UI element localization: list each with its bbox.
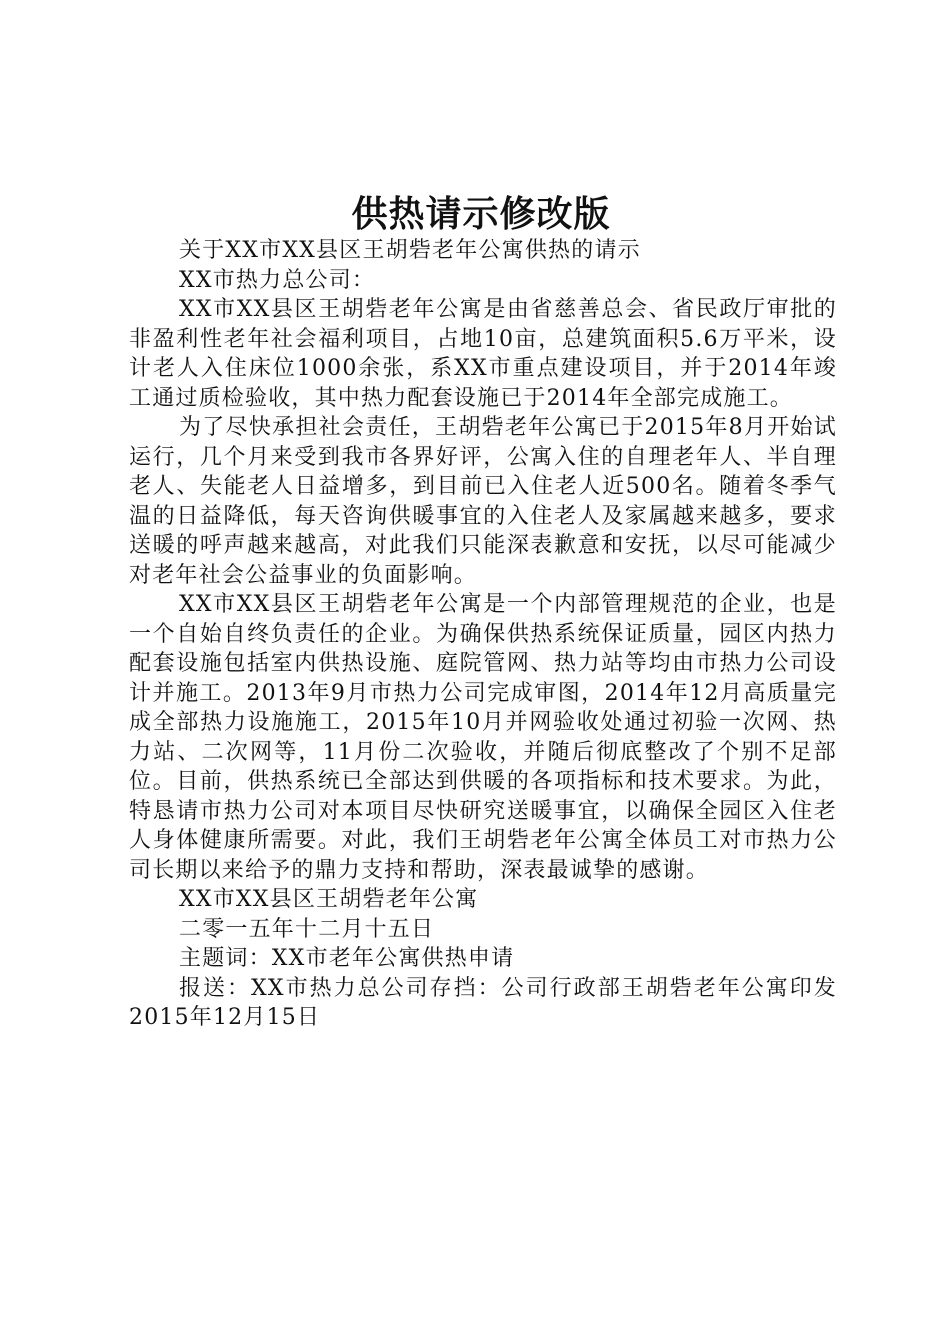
distribution-line: 报送：XX市热力总公司存挡：公司行政部王胡砦老年公寓印发2015年12月15日 <box>129 975 837 1030</box>
sender-line: XX市XX县区王胡砦老年公寓 <box>179 887 479 912</box>
recipient-line: XX市热力总公司： <box>179 267 376 293</box>
body-paragraph: XX市XX县区王胡砦老年公寓是由省慈善总会、省民政厅审批的非盈利性老年社会福利项目，占地10亩，总建筑面积5.6万平米，设计老人入住床位1000余张，系XX市重点建设项目，并于2014年竣工通过质检验收，其中热力配套设施已于2014年全部完成施工。 <box>129 297 837 411</box>
body-paragraph: 为了尽快承担社会责任，王胡砦老年公寓已于2015年8月开始试运行，几个月来受到我市各界好评，公寓入住的自理老年人、半自理老人、失能老人日益增多，到目前已入住老人近500名。随着冬季气温的日益降低，每天咨询供暖事宜的入住老人及家属越来越多，要求送暖的呼声越来越高，对此我们只能深表歉意和安抚，以尽可能减少对老年社会公益事业的负面影响。 <box>129 415 837 588</box>
keywords-line: 主题词：XX市老年公寓供热申请 <box>179 946 515 971</box>
document-title: 供热请示修改版 <box>351 193 611 235</box>
subject-line: 关于XX市XX县区王胡砦老年公寓供热的请示 <box>179 238 641 263</box>
document-body <box>129 236 837 1033</box>
body-paragraph: XX市XX县区王胡砦老年公寓是一个内部管理规范的企业，也是一个自始自终负责任的企业。为确保供热系统保证质量，园区内热力配套设施包括室内供热设施、庭院管网、热力站等均由市热力公司设计并施工。2013年9月市热力公司完成审图，2014年12月高质量完成全部热力设施施工，2015年10月并网验收处通过初验一次网、热力站、二次网等，11月份二次验收，并随后彻底整改了个别不足部位。目前，供热系统已全部达到供暖的各项指标和技术要求。为此，特恳请市热力公司对本项目尽快研究送暖事宜，以确保全园区入住老人身体健康所需要。对此，我们王胡砦老年公寓全体员工对市热力公司长期以来给予的鼎力支持和帮助，深表最诚挚的感谢。 <box>129 592 837 883</box>
date-line: 二零一五年十二月十五日 <box>179 916 435 942</box>
